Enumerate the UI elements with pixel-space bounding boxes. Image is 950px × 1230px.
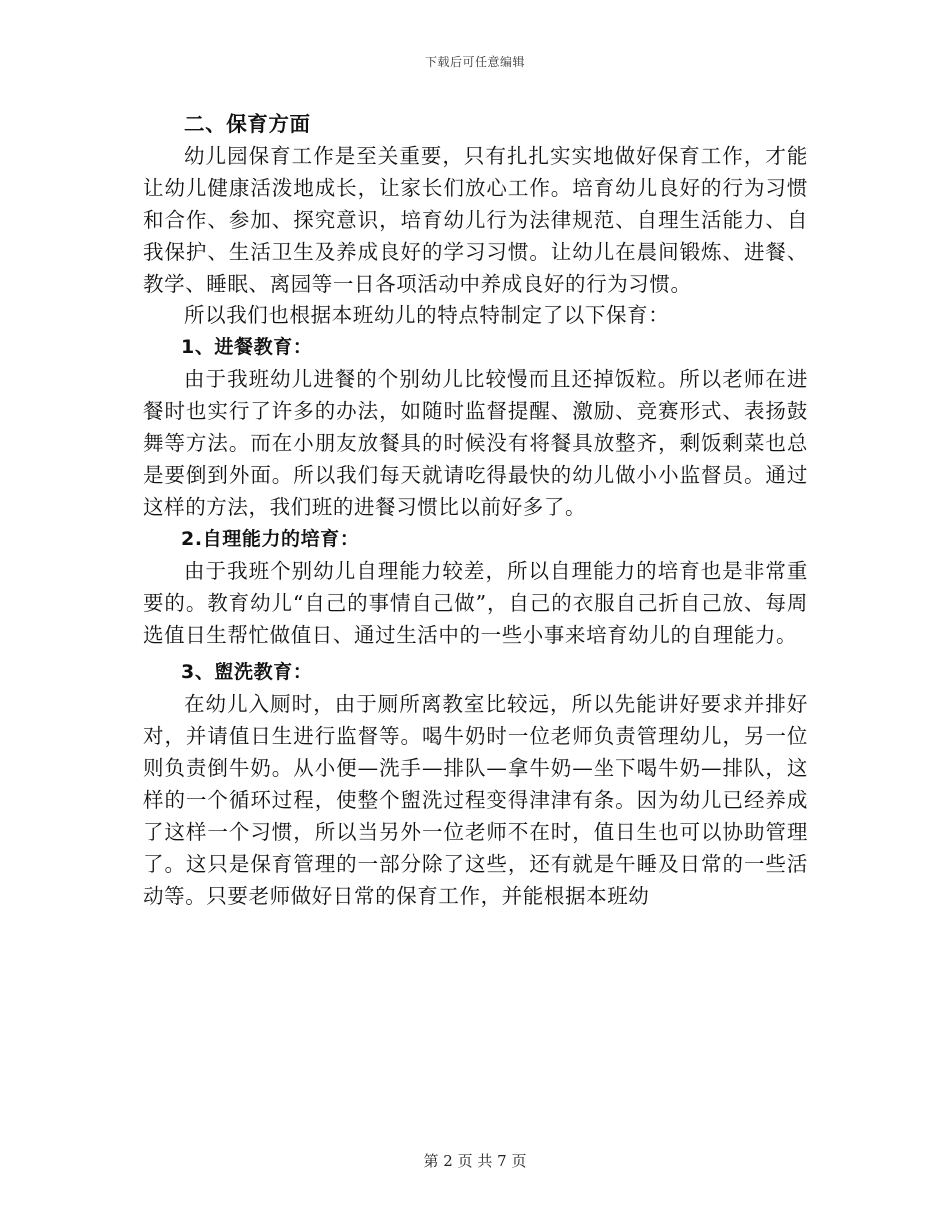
section-title: 二、保育方面 [184,112,311,136]
subsection-body-washing: 在幼儿入厕时，由于厕所离教室比较远，所以先能讲好要求并排好对，并请值日生进行监督等。喝牛奶时一位老师负责管理幼儿，另一位则负责倒牛奶。从小便—洗手—排队—拿牛奶—坐下喝牛奶—排队，这样的一个循环过程，使整个盥洗过程变得津津有条。因为幼儿已经养成了这样一个习惯，所以当另外一位老师不在时，值日生也可以协助管理了。这只是保育管理的一部分除了这些，还有就是午睡及日常的一些活动等。只要老师做好日常的保育工作，并能根据本班幼 [143,692,808,908]
section-lead-paragraph: 所以我们也根据本班幼儿的特点特制定了以下保育： [184,303,670,328]
page-number: 第 2 页 共 7 页 [423,1152,527,1170]
subsection-body-meals: 由于我班幼儿进餐的个别幼儿比较慢而且还掉饭粒。所以老师在进餐时也实行了许多的办法，如随时监督提醒、激励、竞赛形式、表扬鼓舞等方法。而在小朋友放餐具的时候没有将餐具放整齐，剩饭剩菜也总是要倒到外面。所以我们每天就请吃得最快的幼儿做小小监督员。通过这样的方法，我们班的进餐习惯比以前好多了。 [143,367,808,519]
subsection-heading-washing: 3、盥洗教育： [181,661,313,684]
section-intro-paragraph: 幼儿园保育工作是至关重要，只有扎扎实实地做好保育工作，才能让幼儿健康活泼地成长，让家长们放心工作。培育幼儿良好的行为习惯和合作、参加、探究意识，培育幼儿行为法律规范、自理生活能力、自我保护、生活卫生及养成良好的学习习惯。让幼儿在晨间锻炼、进餐、教学、睡眠、离园等一日各项活动中养成良好的行为习惯。 [143,143,808,296]
subsection-heading-self-care: 2.自理能力的培育： [181,527,360,550]
subsection-body-self-care: 由于我班个别幼儿自理能力较差，所以自理能力的培育也是非常重要的。教育幼儿“自己的事情自己做”，自己的衣服自己折自己放、每周选值日生帮忙做值日、通过生活中的一些小事来培育幼儿的自理能力。 [143,558,808,647]
header-note: 下载后可任意编辑 [424,55,525,69]
document-body [143,109,808,913]
subsection-heading-meals: 1、进餐教育： [181,336,313,359]
